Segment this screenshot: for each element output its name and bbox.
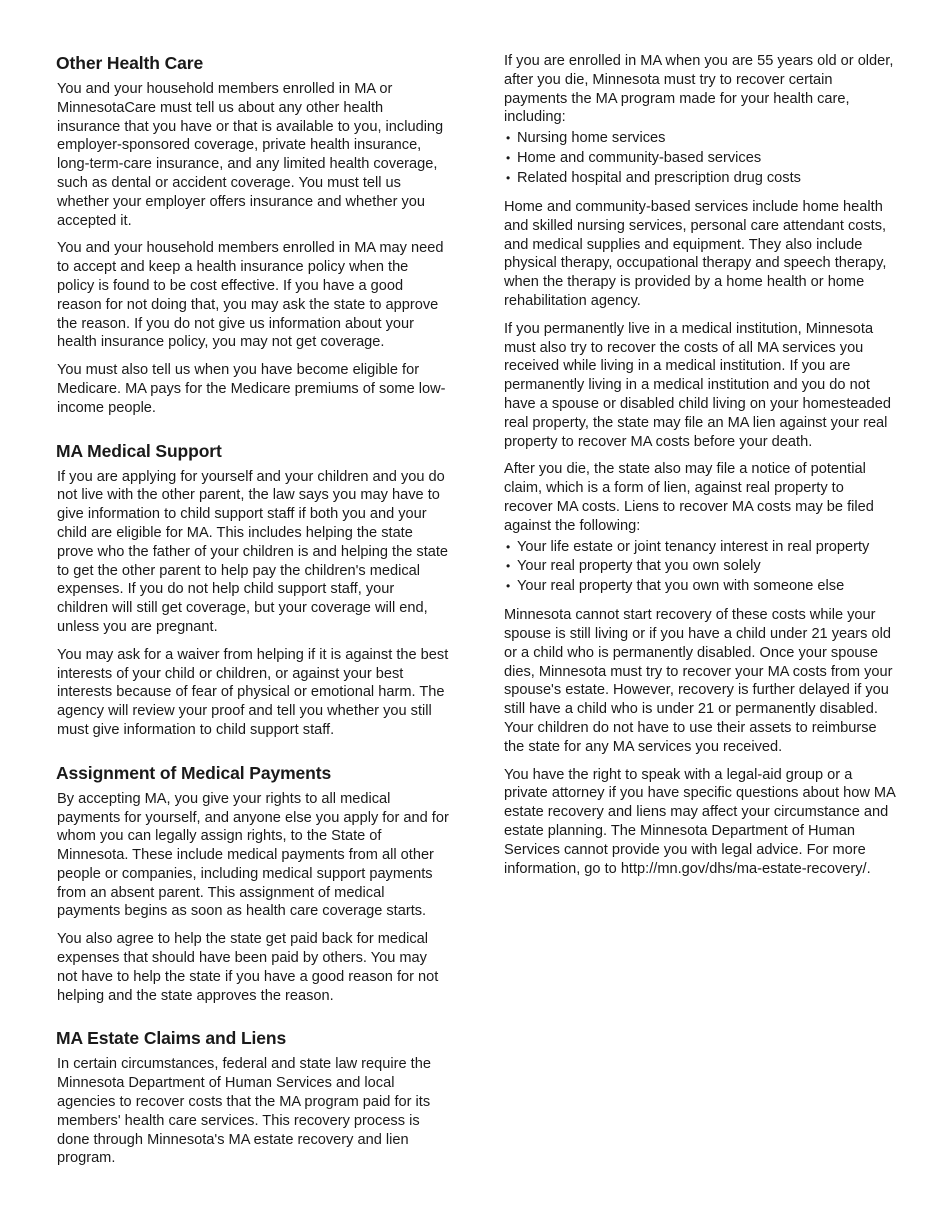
- heading-ma-estate-claims: MA Estate Claims and Liens: [56, 1028, 287, 1049]
- lien-items-list: [504, 538, 896, 597]
- section-ma-estate-claims: [57, 1027, 449, 1168]
- paragraph: You and your household members enrolled in MA or MinnesotaCare must tell us about any other health insurance that you have or that is available to you, including employer-sponsored coverage, private health insurance, long-term-care insurance, and any limited health coverage, such as dental or accident coverage. You must tell us whether your employer offers insurance and whether you accepted it.: [57, 81, 444, 229]
- paragraph-legal-advice: You have the right to speak with a legal-aid group or a private attorney if you have specific questions about how MA estate recovery and liens may affect your circumstance and estate planning. The Minnesota Department of Human Services cannot provide you with legal advice. For more information, go to http://mn.gov/dhs/ma-estate-recovery/.: [504, 766, 896, 877]
- heading-assignment-of-medical-payments: Assignment of Medical Payments: [56, 762, 332, 783]
- paragraph: In certain circumstances, federal and state law require the Minnesota Department of Human Services and local agencies to recover costs that the MA program paid for its members' health care services. This recovery process is done through Minnesota's MA estate recovery and lien program.: [57, 1056, 431, 1167]
- paragraph: You may ask for a waiver from helping if it is against the best interests of your child or children, or against your best interests because of fear of physical or emotional harm. The agency will review your proof and tell you whether you still must give information to child support staff.: [57, 646, 449, 738]
- list-item: • Home and community-based services: [504, 149, 896, 168]
- paragraph-home-community-services: Home and community-based services include home health and skilled nursing services, personal care attendant costs, and medical supplies and equipment. They also include physical therapy, occupational therapy and speech therapy, when the therapy is provided by a home health or home rehabilitation agency.: [504, 198, 887, 309]
- left-column: [57, 52, 449, 1177]
- paragraph: You also agree to help the state get paid back for medical expenses that should have been paid by others. You may not have to help the state if you have a good reason for not helping and the state approves the reason.: [57, 931, 439, 1004]
- heading-other-health-care: Other Health Care: [56, 53, 204, 73]
- section-ma-medical-support: [57, 440, 449, 740]
- list-item: • Nursing home services: [504, 129, 896, 148]
- paragraph-after-you-die: After you die, the state also may file a notice of potential claim, which is a form of lien, against real property to recover MA costs. Liens to recover MA costs may be filed against the following:: [504, 461, 874, 534]
- section-other-health-care: [57, 52, 449, 418]
- list-item: • Your real property that you own solely: [504, 557, 896, 576]
- paragraph: You and your household members enrolled in MA may need to accept and keep a health insurance policy when the policy is found to be cost effective. If you have a good reason for not doing that, you may ask the state to approve the reason. If you do not give us information about your health insurance policy, you may not get coverage.: [57, 240, 444, 351]
- list-item: • Related hospital and prescription drug costs: [504, 169, 896, 188]
- right-column: [504, 52, 896, 887]
- paragraph: You must also tell us when you have become eligible for Medicare. MA pays for the Medicare premiums of some low-income people.: [57, 362, 446, 416]
- recover-items-list: [504, 129, 896, 188]
- paragraph-cannot-start-recovery: Minnesota cannot start recovery of these costs while your spouse is still living or if you have a child under 21 years old or a child who is permanently disabled. Once your spouse dies, Minnesota must try to recover your MA costs from your spouse's estate. However, recovery is further delayed if you still have a child who is under 21 or permanently disabled. Your children do not have to use their assets to reimburse the state for any MA services you received.: [504, 607, 893, 755]
- paragraph-medical-institution: If you permanently live in a medical institution, Minnesota must also try to recover the costs of all MA services you received while living in a medical institution. If you are permanently living in a medical institution and you do not have a spouse or disabled child living on your homesteaded real property, the state may file an MA lien against your real property to recover MA costs before your death.: [504, 320, 891, 450]
- paragraph: By accepting MA, you give your rights to all medical payments for yourself, and anyone else you apply for and for whom you can legally assign rights, to the State of Minnesota. These include medical payments from all other people or companies, including medical support payments from an absent parent. This assignment of medical payments begins as soon as health care coverage starts.: [57, 790, 449, 920]
- paragraph-estate-recovery-intro: If you are enrolled in MA when you are 55 years old or older, after you die, Minnesota must try to recover certain payments the MA program made for your health care, including:: [504, 53, 894, 126]
- paragraph: If you are applying for yourself and your children and you do not live with the other parent, the law says you may have to give information to child support staff if both you and your child are eligible for MA. This includes helping the state prove who the father of your children is and helping the state to get the other parent to help pay the children's medical expenses. If you do not help child support staff, your children will still get coverage, but your coverage will end, unless you are pregnant.: [57, 468, 449, 635]
- list-item: • Your life estate or joint tenancy interest in real property: [504, 538, 896, 557]
- list-item: • Your real property that you own with someone else: [504, 577, 896, 596]
- section-assignment-of-medical-payments: [57, 762, 449, 1006]
- heading-ma-medical-support: MA Medical Support: [56, 440, 222, 461]
